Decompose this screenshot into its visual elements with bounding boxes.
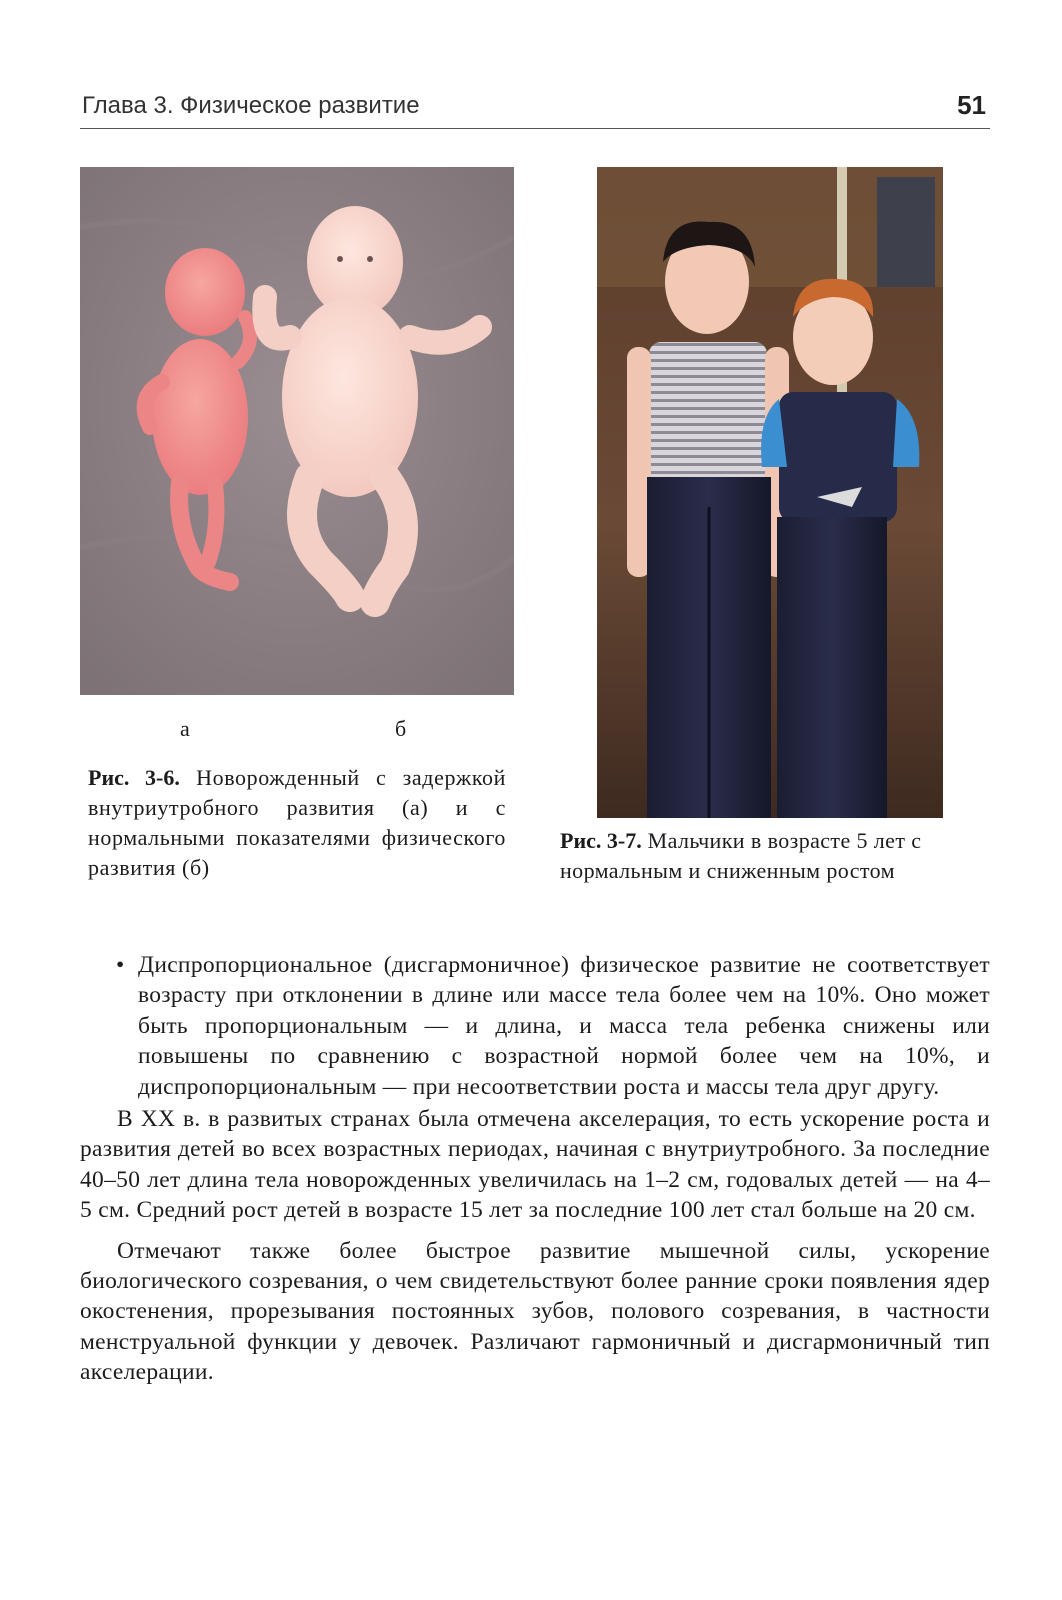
paragraph-muscle-strength: Отмечают также более быстрое развитие мышечной силы, ускорение биологического созревания, о чем свидетельствуют более ранние сроки появления ядер окостенения, прорезывания постоянных зубов, полового созревания, в частности менструальной функции у девочек. Различают гармоничный и дисгармоничный тип акселерации. xyxy=(80,1237,990,1386)
body-text xyxy=(80,950,990,1388)
figure-3-6-sublabel-b: б xyxy=(395,716,407,741)
figure-3-6-sublabel-a: а xyxy=(180,716,190,741)
figure-3-7-caption xyxy=(560,826,980,886)
bullet-mark: • xyxy=(116,952,125,978)
figure-3-6-photo xyxy=(80,167,514,695)
figure-3-6-caption-text: Новорожденный с задержкой внутриутробного развития (а) и с нормальными показателями физического развития (б) xyxy=(88,765,506,880)
page-number: 51 xyxy=(957,90,986,120)
running-header xyxy=(80,90,990,129)
figure-3-6-caption-label: Рис. 3-6. xyxy=(88,765,180,790)
paragraph-acceleration: В XX в. в развитых странах была отмечена акселерация, то есть ускорение роста и развития детей во всех возрастных периодах, начиная с внутриутробного. За последние 40–50 лет длина тела новорожденных увеличилась на 1–2 см, годовалых детей — на 4–5 см. Средний рост детей в возрасте 15 лет за последние 100 лет стал больше на 20 см. xyxy=(80,1106,990,1224)
figure-3-6-caption xyxy=(88,763,506,883)
running-title: Глава 3. Физическое развитие xyxy=(82,92,420,119)
figure-3-7-photo xyxy=(597,167,943,818)
figure-3-7-caption-text: Мальчики в возрасте 5 лет с нормальным и сниженным ростом xyxy=(560,828,922,883)
figure-3-7-caption-label: Рис. 3-7. xyxy=(560,828,642,853)
bullet-text: Диспропорциональное (дисгармоничное) физическое развитие не соответствует возрасту при отклонении в длине или массе тела более чем на 10%. Оно может быть пропорциональным — и длина, и масса тела ребенка снижены или повышены по сравнению с возрастной нормой более чем на 10%, и диспропорциональным — при несоответствии роста и массы тела друг другу. xyxy=(138,952,990,1100)
bullet-item xyxy=(80,950,990,1102)
